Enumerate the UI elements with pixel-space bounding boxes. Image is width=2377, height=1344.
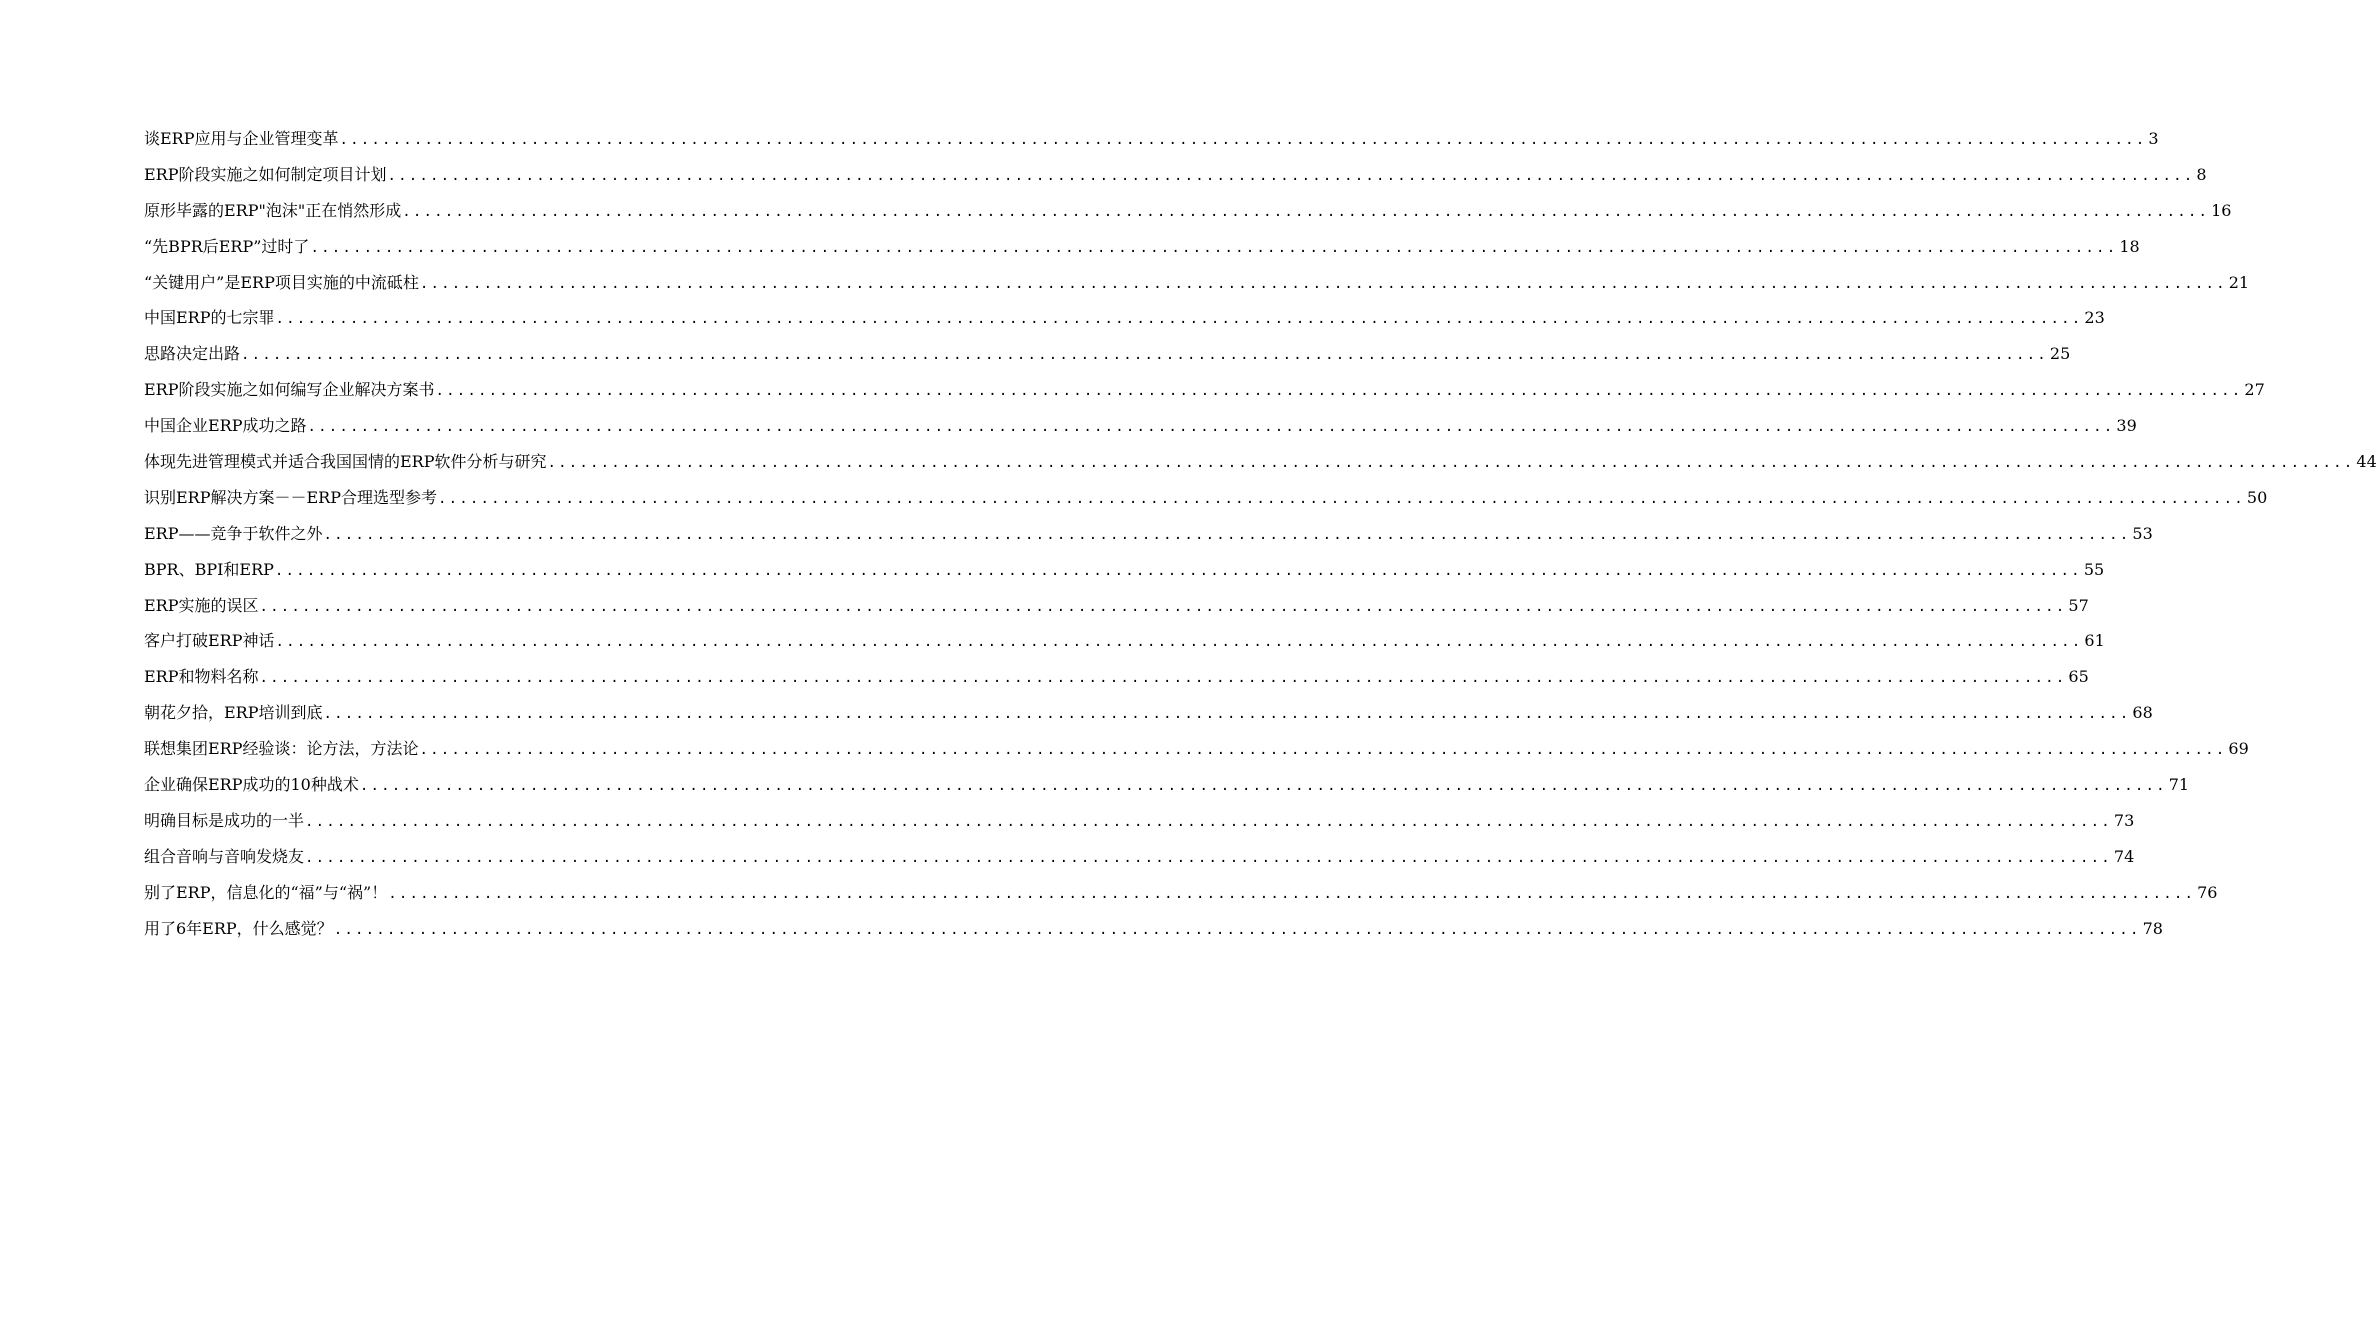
toc-entry[interactable]	[144, 265, 2250, 301]
toc-entry[interactable]	[144, 300, 2105, 336]
toc-entry-page-number: 50	[2246, 487, 2268, 507]
toc-entry-title: ERP阶段实施之如何编写企业解决方案书	[144, 380, 435, 400]
toc-entry-page-number: 74	[2113, 846, 2135, 866]
toc-entry[interactable]	[144, 157, 2207, 193]
toc-entry[interactable]	[144, 911, 2163, 947]
toc-entry-page-number: 57	[2068, 595, 2089, 615]
toc-entry-page-number: 78	[2142, 918, 2163, 938]
toc-dot-leader: ..........................................................................................................................................................................	[388, 885, 2196, 902]
toc-entry-page-number: 73	[2113, 810, 2135, 830]
toc-entry-page-number: 65	[2068, 667, 2089, 687]
toc-entry-page-number: 27	[2244, 380, 2265, 400]
toc-entry-page-number: 3	[2148, 129, 2159, 148]
toc-entry-page-number: 8	[2196, 164, 2207, 184]
toc-entry[interactable]	[144, 336, 2071, 372]
toc-dot-leader: ..........................................................................................................................................................................	[323, 706, 2131, 723]
toc-entry[interactable]	[144, 767, 2190, 803]
toc-entry-title: 组合音响与音响发烧友	[144, 846, 305, 866]
toc-entry-page-number: 25	[2049, 344, 2071, 364]
toc-entry-title: “先BPR后ERP”过时了	[144, 236, 310, 256]
toc-entry-page-number: 55	[2083, 559, 2105, 579]
toc-entry-page-number: 71	[2168, 775, 2190, 795]
toc-entry-page-number: 69	[2228, 739, 2249, 759]
toc-entry[interactable]	[144, 839, 2135, 875]
toc-entry[interactable]	[144, 480, 2268, 516]
toc-dot-leader: ..........................................................................................................................................................................	[275, 311, 2083, 328]
toc-entry-title: 客户打破ERP神话	[144, 631, 275, 651]
toc-dot-leader: ..........................................................................................................................................................................	[402, 203, 2210, 220]
toc-dot-leader: ..........................................................................................................................................................................	[307, 419, 2115, 436]
toc-entry-title: ERP和物料名称	[144, 667, 259, 687]
toc-entry-title: 联想集团ERP经验谈：论方法，方法论	[144, 739, 419, 759]
toc-dot-leader: ..........................................................................................................................................................................	[305, 849, 2112, 866]
toc-entry[interactable]	[144, 444, 2377, 480]
toc-entry-title: 原形毕露的ERP"泡沫"正在悄然形成	[144, 200, 402, 220]
toc-entry-page-number: 44	[2356, 452, 2377, 472]
toc-dot-leader: ..........................................................................................................................................................................	[259, 598, 2067, 615]
toc-entry-title: 明确目标是成功的一半	[144, 810, 305, 830]
toc-entry-page-number: 53	[2132, 523, 2153, 543]
toc-entry-title: ERP阶段实施之如何制定项目计划	[144, 164, 387, 184]
toc-entry-page-number: 76	[2197, 882, 2218, 902]
toc-entry-title: 中国ERP的七宗罪	[144, 308, 275, 328]
toc-dot-leader: ..........................................................................................................................................................................	[259, 670, 2067, 687]
toc-entry-page-number: 68	[2132, 703, 2153, 723]
table-of-contents	[144, 121, 2377, 946]
toc-dot-leader: ..........................................................................................................................................................................	[241, 347, 2048, 364]
toc-entry[interactable]	[144, 588, 2089, 624]
toc-entry-title: 中国企业ERP成功之路	[144, 416, 307, 436]
toc-entry-title: 思路决定出路	[144, 344, 241, 364]
toc-entry-title: 识别ERP解决方案－－ERP合理选型参考	[144, 487, 437, 507]
toc-entry-title: 谈ERP应用与企业管理变革	[144, 129, 339, 148]
toc-entry-title: 朝花夕拾，ERP培训到底	[144, 703, 323, 723]
toc-entry-title: BPR、BPI和ERP	[144, 559, 274, 579]
toc-entry-page-number: 61	[2084, 631, 2105, 651]
toc-dot-leader: ..........................................................................................................................................................................	[274, 562, 2082, 579]
toc-entry[interactable]	[144, 552, 2105, 588]
toc-entry[interactable]	[144, 516, 2153, 552]
toc-dot-leader: ..........................................................................................................................................................................	[333, 921, 2141, 938]
toc-entry-title: 企业确保ERP成功的10种战术	[144, 775, 359, 795]
toc-entry[interactable]	[144, 229, 2140, 265]
toc-entry-title: ERP实施的误区	[144, 595, 259, 615]
toc-entry[interactable]	[144, 731, 2249, 767]
toc-entry-title: 体现先进管理模式并适合我国国情的ERP软件分析与研究	[144, 452, 547, 472]
toc-entry-title: ERP——竞争于软件之外	[144, 523, 323, 543]
toc-dot-leader: ..........................................................................................................................................................................	[305, 813, 2112, 830]
toc-entry-page-number: 18	[2119, 236, 2140, 256]
toc-dot-leader: ..........................................................................................................................................................................	[339, 132, 2147, 148]
toc-dot-leader: ..........................................................................................................................................................................	[438, 490, 2245, 507]
toc-entry-page-number: 39	[2116, 416, 2137, 436]
toc-entry[interactable]	[144, 695, 2153, 731]
toc-entry[interactable]	[144, 623, 2105, 659]
toc-dot-leader: ..........................................................................................................................................................................	[323, 526, 2131, 543]
toc-dot-leader: ..........................................................................................................................................................................	[547, 455, 2355, 472]
toc-dot-leader: ..........................................................................................................................................................................	[419, 742, 2227, 759]
toc-entry[interactable]	[144, 372, 2265, 408]
toc-dot-leader: ..........................................................................................................................................................................	[419, 275, 2227, 292]
toc-dot-leader: ..........................................................................................................................................................................	[310, 239, 2118, 256]
toc-entry-title: 别了ERP，信息化的“福”与“祸”！	[144, 882, 388, 902]
toc-dot-leader: ..........................................................................................................................................................................	[275, 634, 2083, 651]
toc-entry[interactable]	[144, 803, 2135, 839]
toc-entry[interactable]	[144, 875, 2218, 911]
toc-entry[interactable]	[144, 408, 2137, 444]
toc-dot-leader: ..........................................................................................................................................................................	[387, 167, 2195, 184]
toc-dot-leader: ..........................................................................................................................................................................	[359, 778, 2167, 795]
toc-entry[interactable]	[144, 659, 2089, 695]
toc-entry[interactable]	[144, 193, 2232, 229]
toc-entry-title: 用了6年ERP，什么感觉？	[144, 918, 333, 938]
toc-entry[interactable]	[144, 121, 2159, 157]
toc-entry-title: “关键用户”是ERP项目实施的中流砥柱	[144, 272, 419, 292]
toc-dot-leader: ..........................................................................................................................................................................	[435, 383, 2243, 400]
toc-entry-page-number: 21	[2228, 272, 2250, 292]
toc-entry-page-number: 23	[2084, 308, 2105, 328]
toc-entry-page-number: 16	[2211, 200, 2232, 220]
